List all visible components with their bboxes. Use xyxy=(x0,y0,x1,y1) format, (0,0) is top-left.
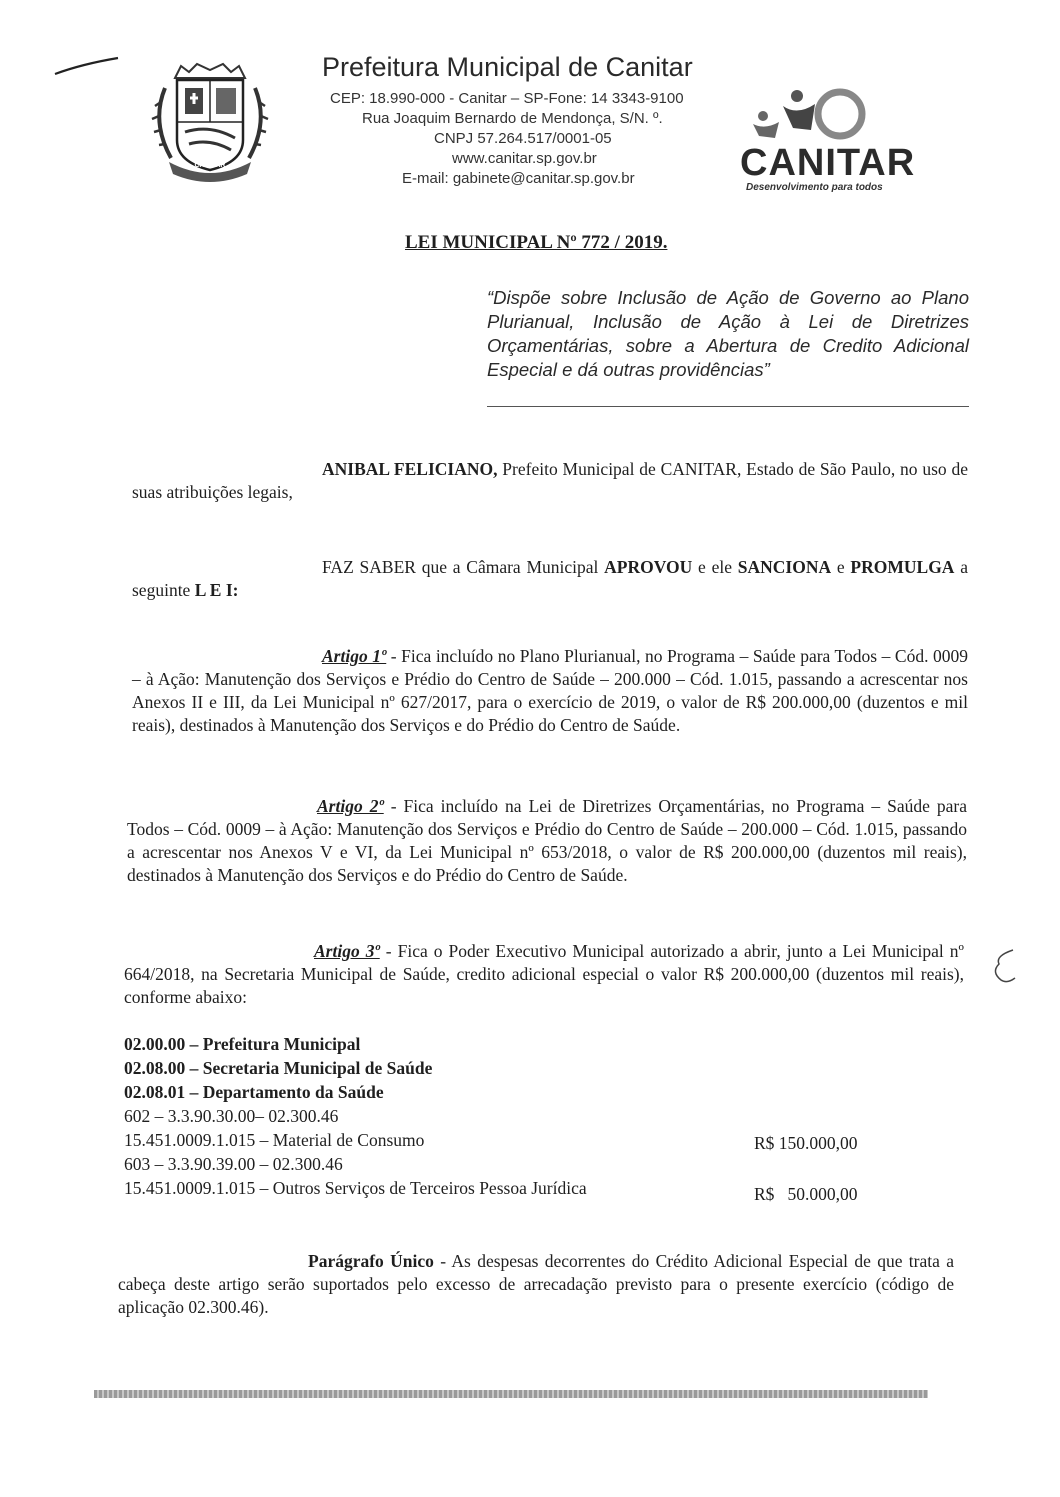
article-2 xyxy=(127,795,967,887)
budget-org-3: 02.08.01 – Departamento da Saúde xyxy=(124,1082,384,1102)
enact-text-3: e xyxy=(831,557,851,577)
logo-wordmark: CANITAR xyxy=(740,142,916,184)
footer-divider xyxy=(94,1390,928,1398)
budget-item xyxy=(124,1128,904,1152)
budget-item-value: R$ 150.000,00 xyxy=(754,1133,858,1153)
enact-text-2: e ele xyxy=(692,557,738,577)
article-2-label: Artigo 2º xyxy=(317,796,384,816)
article-1-label: Artigo 1º xyxy=(322,646,387,666)
article-3-label: Artigo 3º xyxy=(314,941,380,961)
preamble xyxy=(132,458,968,504)
header-cep-phone: CEP: 18.990-000 - Canitar – SP-Fone: 14 3343-9100 xyxy=(330,90,684,107)
header-address: Rua Joaquim Bernardo de Mendonça, S/N. º. xyxy=(362,110,663,127)
pen-mark xyxy=(52,52,122,82)
paragraph-unico-label: Parágrafo Único xyxy=(308,1251,434,1271)
paragraph-unico-text: - As despesas decorrentes do Crédito Adicional Especial de que trata a cabeça deste artigo serão suportados pelo excesso de arrecadação previsto para o presente exercício (código de aplicação 02.300.46). xyxy=(118,1251,954,1317)
article-3 xyxy=(124,940,964,1009)
budget-allocation xyxy=(124,1032,904,1204)
paragraph-unico xyxy=(118,1250,954,1319)
header-cnpj: CNPJ 57.264.517/0001-05 xyxy=(434,130,612,147)
header-title: Prefeitura Municipal de Canitar xyxy=(322,52,693,82)
enact-aprovou: APROVOU xyxy=(604,557,693,577)
law-summary: “Dispõe sobre Inclusão de Ação de Governo ao Plano Plurianual, Inclusão de Ação à Lei de Diretrizes Orçamentárias, sobre a Abertura de Credito Adicional Especial e dá outras providências” xyxy=(487,287,969,380)
enact-lei: L E I: xyxy=(194,580,239,600)
mayor-name: ANIBAL FELICIANO, xyxy=(322,459,498,479)
handwritten-mark xyxy=(985,942,1025,992)
enact-promulga: PROMULGA xyxy=(850,557,955,577)
article-1 xyxy=(132,645,968,737)
enactment-clause xyxy=(132,556,968,602)
budget-item-code: 602 – 3.3.90.30.00– 02.300.46 xyxy=(124,1106,339,1126)
header-website: www.canitar.sp.gov.br xyxy=(452,150,597,167)
logo-tagline: Desenvolvimento para todos xyxy=(746,182,883,193)
budget-item xyxy=(124,1176,904,1204)
budget-org-2: 02.08.00 – Secretaria Municipal de Saúde xyxy=(124,1058,433,1078)
enact-sanciona: SANCIONA xyxy=(737,557,832,577)
article-2-text: - Fica incluído na Lei de Diretrizes Orçamentárias, no Programa – Saúde para Todos – Cód. 0009 – à Ação: Manutenção dos Serviços e Prédio do Centro de Saúde – 200.000 – Cód. 1.015, passando a acrescentar nos Anexos V e VI, da Lei Municipal nº 653/2018, o valor de R$ 200.000,00 (duzentos mil reais), destinados à Manutenção dos Serviços e do Prédio do Centro de Saúde. xyxy=(127,796,967,885)
article-3-text: - Fica o Poder Executivo Municipal autorizado a abrir, junto a Lei Municipal nº 664/2018, na Secretaria Municipal de Saúde, credito adicional especial o valor R$ 200.000,00 (duzentos mil reais), conforme abaixo: xyxy=(124,941,964,1007)
crest-banner-label: CANITAR xyxy=(194,162,226,169)
budget-item-desc: 15.451.0009.1.015 – Outros Serviços de Terceiros Pessoa Jurídica xyxy=(124,1178,587,1198)
header-email: E-mail: gabinete@canitar.sp.gov.br xyxy=(402,170,635,187)
summary-divider xyxy=(487,406,969,407)
budget-item-desc: 15.451.0009.1.015 – Material de Consumo xyxy=(124,1130,425,1150)
budget-org-1: 02.00.00 – Prefeitura Municipal xyxy=(124,1034,361,1054)
budget-item-value: R$ 50.000,00 xyxy=(754,1184,858,1204)
article-1-text: - Fica incluído no Plano Plurianual, no Programa – Saúde para Todos – Cód. 0009 – à Ação: Manutenção dos Serviços e Prédio do Centro de Saúde – 200.000 – Cód. 1.015, passando a acrescentar nos Anexos II e III, da Lei Municipal nº 627/2017, para o exercício de 2019, o valor de R$ 200.000,00 (duzentos e mil reais), destinados à Manutenção dos Serviços e do Prédio do Centro de Saúde. xyxy=(132,646,968,735)
preamble-text: Prefeito Municipal de CANITAR, Estado de São Paulo, no uso de suas atribuições legais, xyxy=(132,459,968,502)
enact-text-4: a seguinte xyxy=(132,557,968,600)
law-title: LEI MUNICIPAL Nº 772 / 2019. xyxy=(405,232,668,253)
enact-text-1: FAZ SABER que a Câmara Municipal xyxy=(322,557,605,577)
budget-item-code: 603 – 3.3.90.39.00 – 02.300.46 xyxy=(124,1154,343,1174)
